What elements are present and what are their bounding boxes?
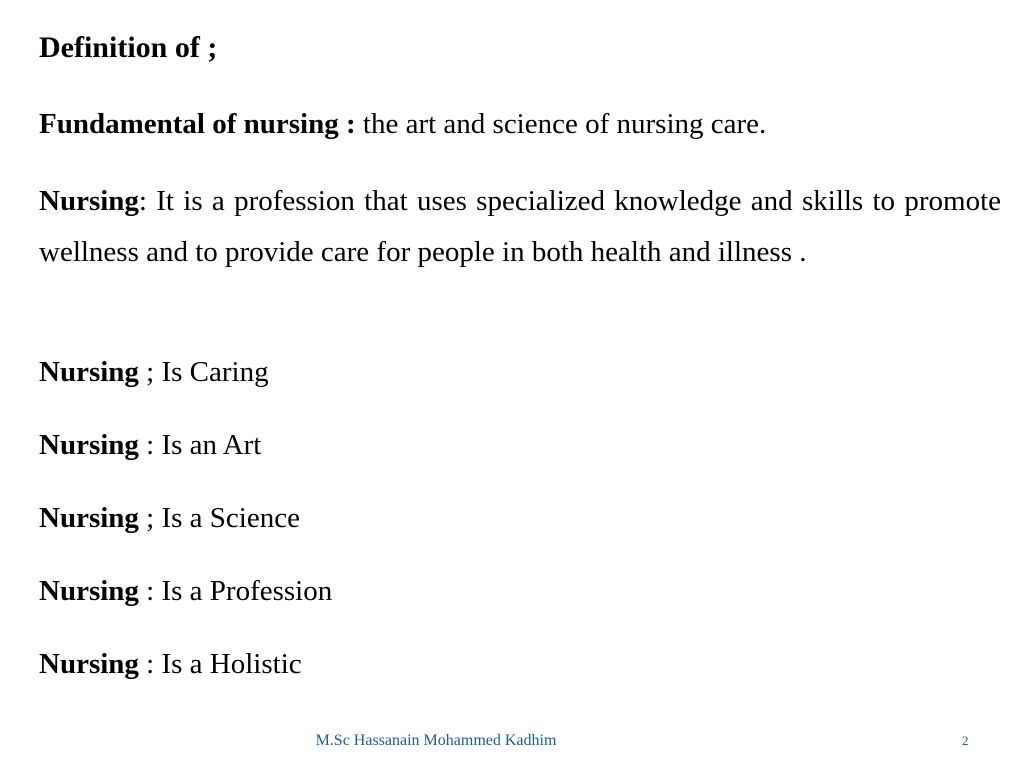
nursing-item-holistic (39, 646, 302, 682)
item-term: Nursing (39, 356, 139, 388)
item-text: : Is a Holistic (138, 648, 302, 680)
fundamental-definition (39, 106, 766, 142)
slide-heading: Definition of ; (39, 31, 218, 64)
page-number: 2 (962, 733, 969, 748)
nursing-item-profession (39, 573, 332, 609)
nursing-item-science (39, 500, 300, 536)
nursing-item-caring (39, 354, 269, 390)
item-text: ; Is a Science (138, 502, 300, 534)
footer-author: M.Sc Hassanain Mohammed Kadhim (315, 732, 557, 749)
definition-term: Fundamental of nursing : (39, 108, 356, 140)
definition-term: Nursing (39, 185, 139, 217)
nursing-item-art (39, 427, 261, 463)
item-term: Nursing (39, 502, 139, 534)
item-text: : Is an Art (138, 429, 262, 461)
definition-text: the art and science of nursing care. (355, 108, 767, 140)
nursing-definition-paragraph (39, 176, 1001, 278)
item-term: Nursing (39, 648, 139, 680)
item-term: Nursing (39, 575, 139, 607)
definition-text: : It is a profession that uses specialized knowledge and skills to promote wellness and to provide care for people in both health and illness . (39, 185, 1001, 268)
item-term: Nursing (39, 429, 139, 461)
item-text: : Is a Profession (138, 575, 333, 607)
item-text: ; Is Caring (138, 356, 269, 388)
